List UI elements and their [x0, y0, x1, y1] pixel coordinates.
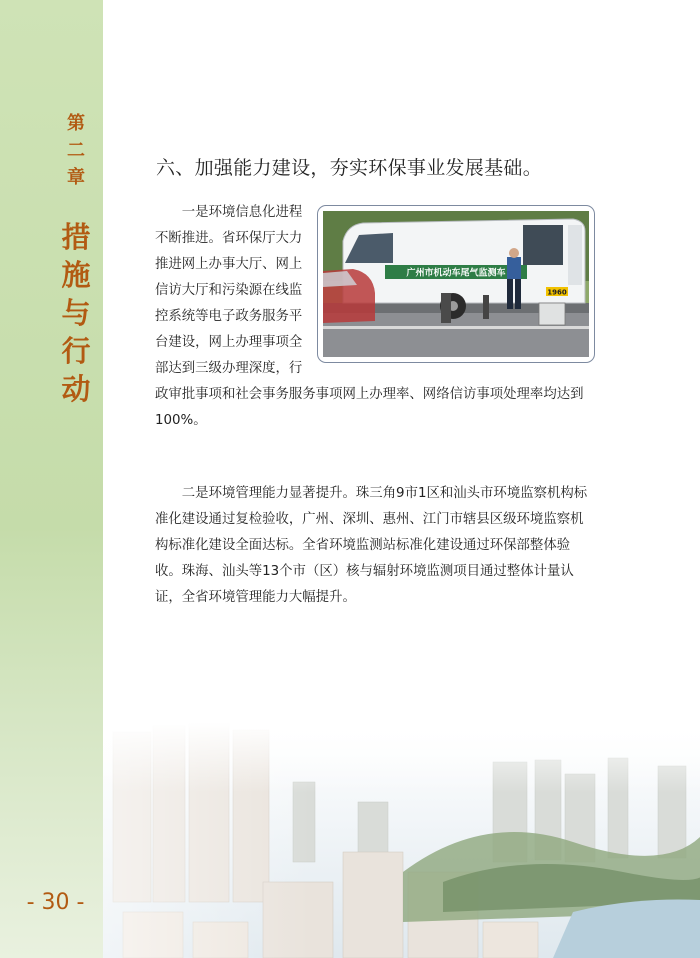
section-title: 措施与行动	[61, 220, 91, 406]
license-plate: 1960	[547, 288, 567, 297]
sidebar	[0, 0, 103, 958]
page-number: - 30 -	[26, 890, 85, 915]
monitoring-van-photo	[317, 205, 595, 363]
paragraph-informatization: 一是环境信息化进程不断推进。省环保厅大力推进网上办事大厅、网上信访大厅和污染源在线监控系统等电子政务服务平台建设，网上办理事项全部达到三级办理深度，行政审批事项和社会事务服务事项网上办理率、网络信访事项处理率均达到100%。	[155, 205, 584, 428]
section-heading: 六、加强能力建设，夯实环保事业发展基础。	[156, 157, 543, 179]
chapter-label: 第二章	[67, 113, 85, 188]
van-banner-text: 广州市机动车尾气监测车	[406, 268, 506, 279]
paragraph-management-capacity: 二是环境管理能力显著提升。珠三角9市1区和汕头市环境监察机构标准化建设通过复检验收，广州、深圳、惠州、江门市辖县区级环境监察机构标准化建设全面达标。全省环境监测站标准化建设通过环保部整体验收。珠海、汕头等13个市（区）核与辐射环境监测项目通过整体计量认证，全省环境管理能力大幅提升。	[155, 486, 588, 605]
city-skyline-image	[103, 722, 700, 958]
